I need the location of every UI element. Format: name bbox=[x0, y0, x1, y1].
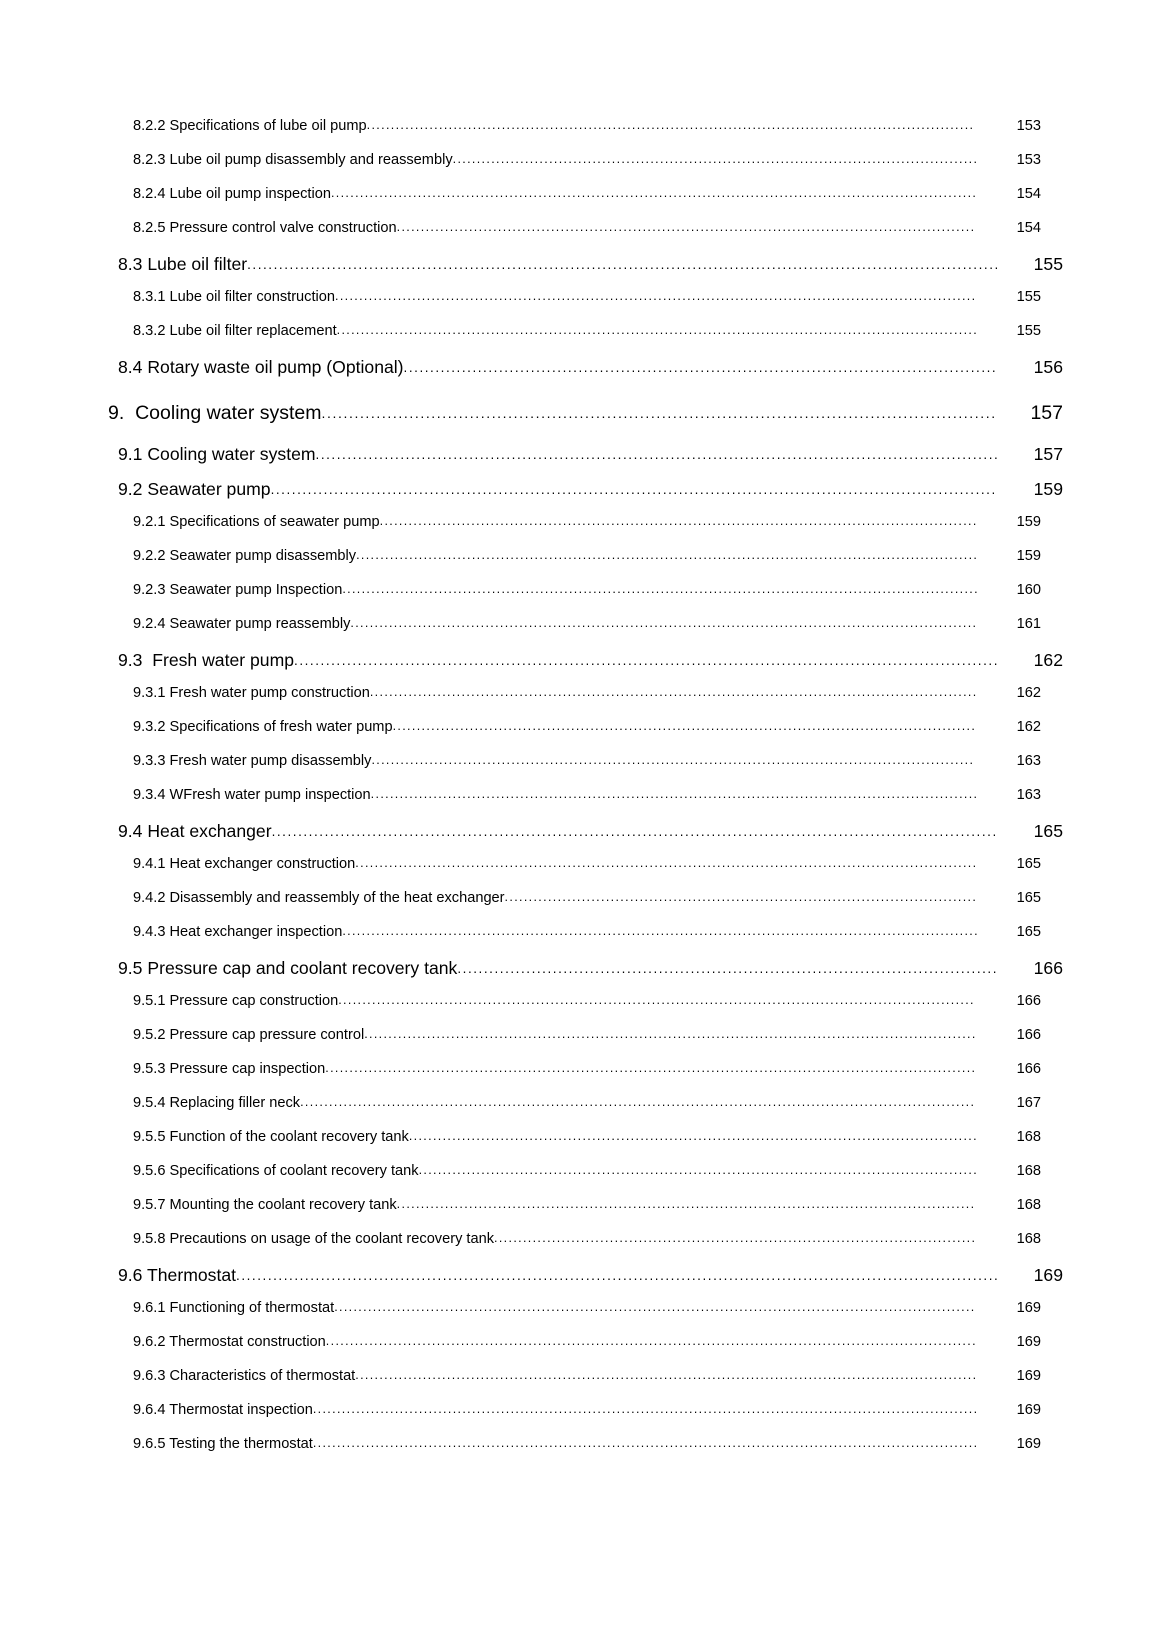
toc-entry-page-number: 160 bbox=[1016, 582, 1041, 598]
toc-dot-leader: ................................................................................................................................. bbox=[356, 549, 979, 562]
toc-entry-9-3-1[interactable] bbox=[0, 685, 1159, 719]
toc-entry-page-number: 162 bbox=[1016, 719, 1041, 735]
toc-dot-leader: .......................................................................................................................................... bbox=[312, 1403, 979, 1416]
toc-entry-9-4-1[interactable] bbox=[0, 856, 1159, 890]
toc-entry-page-number: 165 bbox=[1016, 890, 1041, 906]
toc-entry-page-number: 166 bbox=[1033, 958, 1063, 978]
toc-entry-page-number: 168 bbox=[1016, 1163, 1041, 1179]
toc-entry-page-number: 157 bbox=[1033, 444, 1063, 464]
toc-dot-leader: ...................................................................................................................... bbox=[408, 1130, 978, 1143]
toc-entry-label: 8.2.4 Lube oil pump inspection bbox=[133, 186, 331, 202]
toc-entry-label: 8.3.1 Lube oil filter construction bbox=[133, 289, 335, 305]
toc-entry-label: 9.2.2 Seawater pump disassembly bbox=[133, 548, 357, 564]
toc-entry-9-5-5[interactable] bbox=[0, 1129, 1159, 1163]
table-of-contents-list bbox=[0, 118, 1159, 1470]
toc-entry-page-number: 169 bbox=[1016, 1436, 1041, 1452]
toc-dot-leader: .............................................................................................................................. bbox=[369, 686, 978, 699]
toc-entry-page-number: 157 bbox=[1030, 402, 1063, 424]
toc-entry-label: 9.2 Seawater pump bbox=[118, 479, 271, 499]
toc-entry-page-number: 159 bbox=[1033, 479, 1063, 499]
toc-entry-9-2-4[interactable] bbox=[0, 616, 1159, 650]
toc-entry-page-number: 159 bbox=[1016, 514, 1041, 530]
toc-entry-label: 9.5.2 Pressure cap pressure control bbox=[133, 1027, 365, 1043]
toc-dot-leader: .............................................................................................................................................. bbox=[247, 258, 1000, 272]
toc-dot-leader: ............................................................................................................................... bbox=[364, 1028, 977, 1041]
toc-entry-9-5-6[interactable] bbox=[0, 1163, 1159, 1197]
toc-entry-9-6[interactable] bbox=[0, 1265, 1159, 1300]
toc-entry-label: 9.6 Thermostat bbox=[118, 1265, 237, 1285]
toc-entry-label: 9.6.2 Thermostat construction bbox=[133, 1334, 326, 1350]
toc-entry-9-2-2[interactable] bbox=[0, 548, 1159, 582]
toc-entry-label: 9.3.4 WFresh water pump inspection bbox=[133, 787, 371, 803]
toc-entry-label: 9.3 Fresh water pump bbox=[118, 650, 295, 670]
toc-entry-label: 8.2.5 Pressure control valve construction bbox=[133, 220, 397, 236]
toc-entry-label: 9.3.2 Specifications of fresh water pump bbox=[133, 719, 393, 735]
toc-entry-9-2[interactable] bbox=[0, 479, 1159, 514]
toc-entry-label: 9.5.4 Replacing filler neck bbox=[133, 1095, 301, 1111]
toc-entry-page-number: 161 bbox=[1016, 616, 1041, 632]
toc-dot-leader: .............................................................................................................................. bbox=[370, 788, 979, 801]
toc-entry-label: 9.5 Pressure cap and coolant recovery tank bbox=[118, 958, 458, 978]
toc-entry-page-number: 165 bbox=[1016, 856, 1041, 872]
toc-entry-8-2-4[interactable] bbox=[0, 186, 1159, 220]
toc-entry-8-3-1[interactable] bbox=[0, 289, 1159, 323]
toc-entry-9-2-1[interactable] bbox=[0, 514, 1159, 548]
toc-entry-9-6-4[interactable] bbox=[0, 1402, 1159, 1436]
toc-dot-leader: ...................................................................................................... bbox=[457, 962, 999, 976]
toc-entry-9-3-2[interactable] bbox=[0, 719, 1159, 753]
toc-entry-8-2-3[interactable] bbox=[0, 152, 1159, 186]
toc-entry-page-number: 163 bbox=[1016, 753, 1041, 769]
toc-dot-leader: .................................................................................................. bbox=[504, 891, 978, 904]
toc-entry-label: 9.5.1 Pressure cap construction bbox=[133, 993, 339, 1009]
toc-entry-9-4-2[interactable] bbox=[0, 890, 1159, 924]
toc-entry-8-3-2[interactable] bbox=[0, 323, 1159, 357]
toc-entry-page-number: 166 bbox=[1016, 993, 1041, 1009]
toc-entry-label: 9.2.1 Specifications of seawater pump bbox=[133, 514, 380, 530]
toc-entry-page-number: 169 bbox=[1016, 1300, 1041, 1316]
toc-entry-page-number: 156 bbox=[1033, 357, 1063, 377]
toc-entry-label: 8.3 Lube oil filter bbox=[118, 254, 248, 274]
toc-entry-8-4[interactable] bbox=[0, 357, 1159, 392]
toc-entry-label: 9.6.3 Characteristics of thermostat bbox=[133, 1368, 356, 1384]
toc-entry-9-5-2[interactable] bbox=[0, 1027, 1159, 1061]
toc-entry-9-4[interactable] bbox=[0, 821, 1159, 856]
toc-entry-9-5-8[interactable] bbox=[0, 1231, 1159, 1265]
toc-entry-label: 9.3.1 Fresh water pump construction bbox=[133, 685, 370, 701]
toc-dot-leader: ................................................................................................................ bbox=[403, 361, 998, 375]
toc-entry-page-number: 168 bbox=[1016, 1231, 1041, 1247]
toc-entry-9-5-7[interactable] bbox=[0, 1197, 1159, 1231]
toc-dot-leader: .......................................................................................................................................... bbox=[312, 1437, 979, 1450]
toc-entry-9[interactable] bbox=[0, 402, 1159, 438]
toc-dot-leader: ............................................................................................................................................ bbox=[300, 1096, 976, 1109]
toc-dot-leader: ..................................................................................................................................... bbox=[336, 324, 979, 337]
toc-dot-leader: .................................................................................................... bbox=[494, 1232, 977, 1245]
toc-dot-leader: ..................................................................................................................................... bbox=[335, 290, 977, 303]
toc-entry-label: 9.2.4 Seawater pump reassembly bbox=[133, 616, 351, 632]
toc-dot-leader: ............................................................................................................. bbox=[452, 153, 979, 166]
toc-dot-leader: ................................................................................................................................. bbox=[315, 448, 1000, 462]
toc-dot-leader: ....................................................................................................................................... bbox=[325, 1062, 977, 1075]
toc-entry-page-number: 154 bbox=[1016, 220, 1041, 236]
toc-entry-label: 8.2.3 Lube oil pump disassembly and reassembly bbox=[133, 152, 453, 168]
toc-dot-leader: ....................................................................................................................................... bbox=[325, 1335, 977, 1348]
toc-entry-page-number: 153 bbox=[1016, 152, 1041, 168]
toc-dot-leader: .................................................................................................................................... bbox=[342, 925, 979, 938]
toc-entry-page-number: 155 bbox=[1033, 254, 1063, 274]
toc-entry-page-number: 165 bbox=[1016, 924, 1041, 940]
toc-entry-9-5-1[interactable] bbox=[0, 993, 1159, 1027]
toc-dot-leader: ......................................................................................................................................... bbox=[271, 825, 998, 839]
toc-dot-leader: ......................................................................................................................... bbox=[392, 720, 977, 733]
toc-entry-9-3[interactable] bbox=[0, 650, 1159, 685]
toc-entry-label: 9.4.2 Disassembly and reassembly of the heat exchanger bbox=[133, 890, 505, 906]
toc-dot-leader: .................................................................................................................................. bbox=[350, 617, 978, 630]
toc-dot-leader: ......................................................................................................................................... bbox=[270, 483, 997, 497]
toc-dot-leader: ................................................................................................................................. bbox=[355, 1369, 978, 1382]
toc-entry-page-number: 155 bbox=[1016, 323, 1041, 339]
toc-entry-page-number: 159 bbox=[1016, 548, 1041, 564]
toc-entry-label: 9.4 Heat exchanger bbox=[118, 821, 272, 841]
toc-entry-page-number: 163 bbox=[1016, 787, 1041, 803]
toc-entry-page-number: 166 bbox=[1016, 1061, 1041, 1077]
toc-entry-label: 9.2.3 Seawater pump Inspection bbox=[133, 582, 343, 598]
toc-entry-9-6-2[interactable] bbox=[0, 1334, 1159, 1368]
toc-entry-page-number: 169 bbox=[1016, 1334, 1041, 1350]
toc-entry-8-2-5[interactable] bbox=[0, 220, 1159, 254]
toc-entry-9-5-4[interactable] bbox=[0, 1095, 1159, 1129]
toc-entry-label: 9. Cooling water system bbox=[108, 402, 322, 424]
toc-entry-9-5[interactable] bbox=[0, 958, 1159, 993]
toc-entry-page-number: 169 bbox=[1033, 1265, 1063, 1285]
toc-dot-leader: ........................................................................................................................ bbox=[396, 1198, 976, 1211]
toc-entry-page-number: 169 bbox=[1016, 1402, 1041, 1418]
toc-entry-page-number: 167 bbox=[1016, 1095, 1041, 1111]
toc-dot-leader: ................................................................................................................................................ bbox=[236, 1269, 1000, 1283]
toc-dot-leader: ................................................................................................................................. bbox=[355, 857, 978, 870]
toc-entry-9-6-1[interactable] bbox=[0, 1300, 1159, 1334]
toc-entry-label: 9.5.3 Pressure cap inspection bbox=[133, 1061, 326, 1077]
toc-entry-page-number: 169 bbox=[1016, 1368, 1041, 1384]
toc-entry-label: 9.5.6 Specifications of coolant recovery tank bbox=[133, 1163, 419, 1179]
toc-entry-label: 9.4.3 Heat exchanger inspection bbox=[133, 924, 343, 940]
toc-entry-label: 9.6.5 Testing the thermostat bbox=[133, 1436, 313, 1452]
toc-entry-label: 9.6.1 Functioning of thermostat bbox=[133, 1300, 335, 1316]
toc-entry-page-number: 153 bbox=[1016, 118, 1041, 134]
toc-entry-9-3-4[interactable] bbox=[0, 787, 1159, 821]
toc-entry-9-1[interactable] bbox=[0, 444, 1159, 479]
toc-dot-leader: ........................................................................................................................... bbox=[321, 406, 997, 420]
toc-entry-9-4-3[interactable] bbox=[0, 924, 1159, 958]
toc-entry-label: 8.4 Rotary waste oil pump (Optional) bbox=[118, 357, 404, 377]
toc-entry-9-6-3[interactable] bbox=[0, 1368, 1159, 1402]
toc-entry-label: 9.3.3 Fresh water pump disassembly bbox=[133, 753, 372, 769]
toc-dot-leader: ...................................................................................................................................... bbox=[330, 187, 978, 200]
toc-entry-page-number: 168 bbox=[1016, 1197, 1041, 1213]
toc-entry-page-number: 154 bbox=[1016, 186, 1041, 202]
toc-entry-9-5-3[interactable] bbox=[0, 1061, 1159, 1095]
toc-dot-leader: ............................................................................................................................. bbox=[371, 754, 975, 767]
toc-entry-page-number: 166 bbox=[1016, 1027, 1041, 1043]
toc-entry-9-6-5[interactable] bbox=[0, 1436, 1159, 1470]
toc-entry-9-3-3[interactable] bbox=[0, 753, 1159, 787]
toc-entry-label: 9.5.8 Precautions on usage of the coolant recovery tank bbox=[133, 1231, 495, 1247]
toc-entry-label: 9.6.4 Thermostat inspection bbox=[133, 1402, 313, 1418]
toc-dot-leader: .............................................................................................................................. bbox=[366, 119, 975, 132]
toc-entry-label: 9.5.5 Function of the coolant recovery tank bbox=[133, 1129, 409, 1145]
toc-entry-page-number: 162 bbox=[1033, 650, 1063, 670]
toc-entry-label: 9.5.7 Mounting the coolant recovery tank bbox=[133, 1197, 397, 1213]
toc-dot-leader: .................................................................................................................... bbox=[418, 1164, 979, 1177]
toc-entry-label: 9.4.1 Heat exchanger construction bbox=[133, 856, 356, 872]
toc-entry-label: 8.3.2 Lube oil filter replacement bbox=[133, 323, 337, 339]
toc-entry-page-number: 165 bbox=[1033, 821, 1063, 841]
toc-entry-page-number: 162 bbox=[1016, 685, 1041, 701]
toc-entry-8-3[interactable] bbox=[0, 254, 1159, 289]
toc-entry-page-number: 155 bbox=[1016, 289, 1041, 305]
toc-dot-leader: ........................................................................................................................ bbox=[396, 221, 976, 234]
toc-entry-page-number: 168 bbox=[1016, 1129, 1041, 1145]
toc-dot-leader: ............................................................................................................................ bbox=[379, 515, 978, 528]
toc-entry-label: 8.2.2 Specifications of lube oil pump bbox=[133, 118, 367, 134]
toc-entry-8-2-2[interactable] bbox=[0, 118, 1159, 152]
toc-entry-label: 9.1 Cooling water system bbox=[118, 444, 316, 464]
toc-dot-leader: ..................................................................................................................................... bbox=[334, 1301, 976, 1314]
toc-entry-9-2-3[interactable] bbox=[0, 582, 1159, 616]
toc-dot-leader: ..................................................................................................................................... bbox=[294, 654, 1000, 668]
toc-dot-leader: .................................................................................................................................... bbox=[342, 583, 979, 596]
toc-dot-leader: .................................................................................................................................... bbox=[338, 994, 975, 1007]
